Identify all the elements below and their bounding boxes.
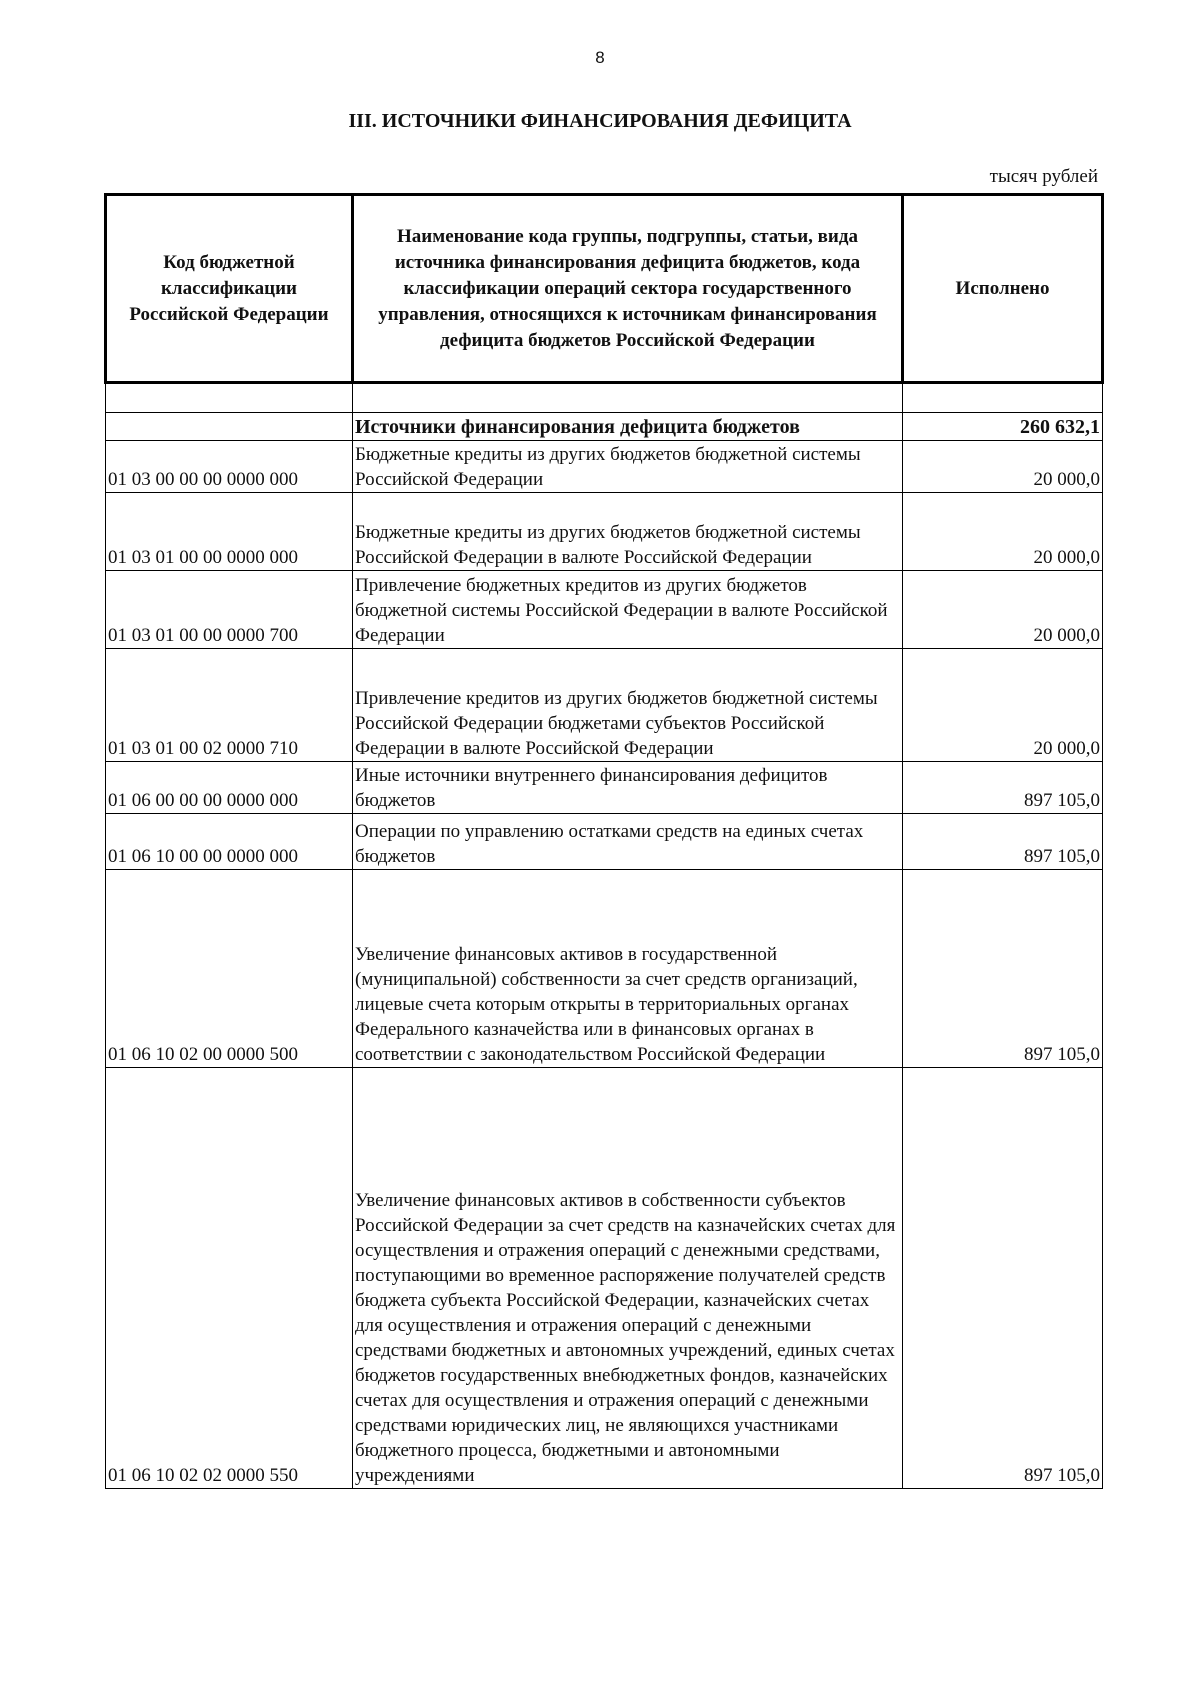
row-name: Привлечение кредитов из других бюджетов бюджетной системы Российской Федерации бюджетами субъектов Российской Федерации в валюте Российской Федерации [353, 649, 903, 762]
table-row [106, 441, 1103, 493]
units-label: тысяч рублей [989, 166, 1098, 187]
table-row [106, 814, 1103, 870]
spacer-row [106, 383, 1103, 413]
row-code: 01 03 01 00 02 0000 710 [106, 649, 353, 762]
row-name: Увеличение финансовых активов в собственности субъектов Российской Федерации за счет средств на казначейских счетах для осуществления и отражения операций с денежными средствами, поступающими во временное распоряжение получателей средств бюджета субъекта Российской Федерации, казначейских счетах для осуществления и отражения операций с денежными средствами бюджетных и автономных учреждений, единых счетах бюджетов государственных внебюджетных фондов, казначейских счетах для осуществления и отражения операций с денежными средствами юридических лиц, не являющихся участниками бюджетного процесса, бюджетными и автономными учреждениями [353, 1068, 903, 1489]
total-name: Источники финансирования дефицита бюджетов [353, 413, 903, 441]
table-row [106, 870, 1103, 1068]
table-row [106, 571, 1103, 649]
row-code: 01 03 01 00 00 0000 000 [106, 493, 353, 571]
row-code: 01 06 10 02 02 0000 550 [106, 1068, 353, 1489]
row-amount: 897 105,0 [903, 814, 1103, 870]
row-name: Бюджетные кредиты из других бюджетов бюджетной системы Российской Федерации [353, 441, 903, 493]
row-code: 01 03 00 00 00 0000 000 [106, 441, 353, 493]
table-row [106, 1068, 1103, 1489]
row-amount: 20 000,0 [903, 649, 1103, 762]
row-name: Привлечение бюджетных кредитов из других бюджетов бюджетной системы Российской Федерации в валюте Российской Федерации [353, 571, 903, 649]
row-name: Увеличение финансовых активов в государственной (муниципальной) собственности за счет средств организаций, лицевые счета которым открыты в территориальных органах Федерального казначейства или в финансовых органах в соответствии с законодательством Российской Федерации [353, 870, 903, 1068]
row-amount: 897 105,0 [903, 1068, 1103, 1489]
row-name: Операции по управлению остатками средств на единых счетах бюджетов [353, 814, 903, 870]
header-name: Наименование кода группы, подгруппы, статьи, вида источника финансирования дефицита бюджетов, кода классификации операций сектора государственного управления, относящихся к источникам финансирования дефицита бюджетов Российской Федерации [353, 195, 903, 383]
row-name: Иные источники внутреннего финансирования дефицитов бюджетов [353, 762, 903, 814]
header-code: Код бюджетной классификации Российской Федерации [106, 195, 353, 383]
table-row [106, 762, 1103, 814]
row-amount: 20 000,0 [903, 493, 1103, 571]
row-code: 01 06 10 02 00 0000 500 [106, 870, 353, 1068]
row-amount: 20 000,0 [903, 571, 1103, 649]
row-amount: 897 105,0 [903, 762, 1103, 814]
row-code: 01 06 10 00 00 0000 000 [106, 814, 353, 870]
header-executed: Исполнено [903, 195, 1103, 383]
row-code: 01 03 01 00 00 0000 700 [106, 571, 353, 649]
total-amount: 260 632,1 [903, 413, 1103, 441]
table-row-total [106, 413, 1103, 441]
table-row [106, 493, 1103, 571]
page-number: 8 [595, 48, 605, 67]
table-header-row [106, 195, 1103, 383]
table-row [106, 649, 1103, 762]
section-title: III. ИСТОЧНИКИ ФИНАНСИРОВАНИЯ ДЕФИЦИТА [348, 110, 852, 132]
row-code: 01 06 00 00 00 0000 000 [106, 762, 353, 814]
sources-table [104, 193, 1104, 1489]
row-name: Бюджетные кредиты из других бюджетов бюджетной системы Российской Федерации в валюте Российской Федерации [353, 493, 903, 571]
row-amount: 897 105,0 [903, 870, 1103, 1068]
row-amount: 20 000,0 [903, 441, 1103, 493]
total-code [106, 413, 353, 441]
